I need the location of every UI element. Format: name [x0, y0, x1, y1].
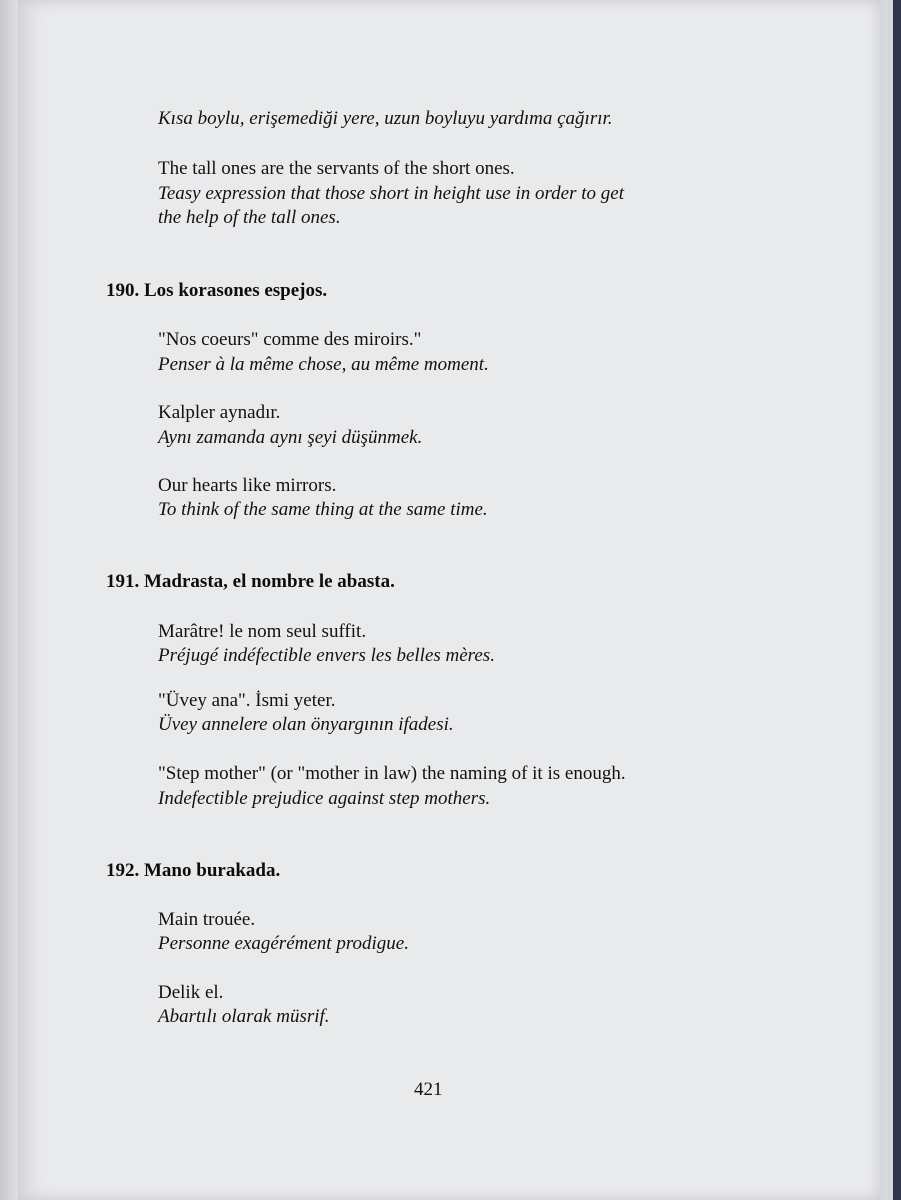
entry-190-turkish-explanation: Aynı zamanda aynı şeyi düşünmek.: [158, 427, 423, 448]
entry-190-english: Our hearts like mirrors.: [158, 475, 337, 496]
entry-191-turkish-explanation: Üvey annelere olan önyargının ifadesi.: [158, 714, 454, 735]
entry-190-french: "Nos coeurs" comme des miroirs.": [158, 329, 422, 350]
book-cover-edge: [893, 0, 901, 1200]
entry-192-heading: 192. Mano burakada.: [106, 860, 281, 881]
page-gutter-shadow: [0, 0, 18, 1200]
top-english-explanation-2: the help of the tall ones.: [158, 207, 341, 228]
book-page: [18, 0, 880, 1200]
entry-191-english-explanation: Indefectible prejudice against step mothers.: [158, 788, 491, 809]
entry-191-french: Marâtre! le nom seul suffit.: [158, 621, 367, 642]
entry-192-turkish: Delik el.: [158, 982, 224, 1003]
entry-191-heading: 191. Madrasta, el nombre le abasta.: [106, 571, 395, 592]
entry-190-heading: 190. Los korasones espejos.: [106, 280, 328, 301]
entry-190-english-explanation: To think of the same thing at the same time.: [158, 499, 488, 520]
top-turkish-proverb: Kısa boylu, erişemediği yere, uzun boyluyu yardıma çağırır.: [158, 108, 613, 129]
entry-192-french: Main trouée.: [158, 909, 256, 930]
entry-191-english: "Step mother" (or "mother in law) the naming of it is enough.: [158, 763, 626, 784]
entry-191-french-explanation: Préjugé indéfectible envers les belles mères.: [158, 645, 495, 666]
page-number: 421: [414, 1079, 443, 1100]
entry-192-french-explanation: Personne exagérément prodigue.: [158, 933, 409, 954]
entry-192-turkish-explanation: Abartılı olarak müsrif.: [158, 1006, 330, 1027]
entry-190-french-explanation: Penser à la même chose, au même moment.: [158, 354, 489, 375]
entry-191-turkish: "Üvey ana". İsmi yeter.: [158, 690, 336, 711]
top-english-explanation-1: Teasy expression that those short in height use in order to get: [158, 183, 625, 204]
top-english-proverb: The tall ones are the servants of the short ones.: [158, 158, 515, 179]
entry-190-turkish: Kalpler aynadır.: [158, 402, 281, 423]
